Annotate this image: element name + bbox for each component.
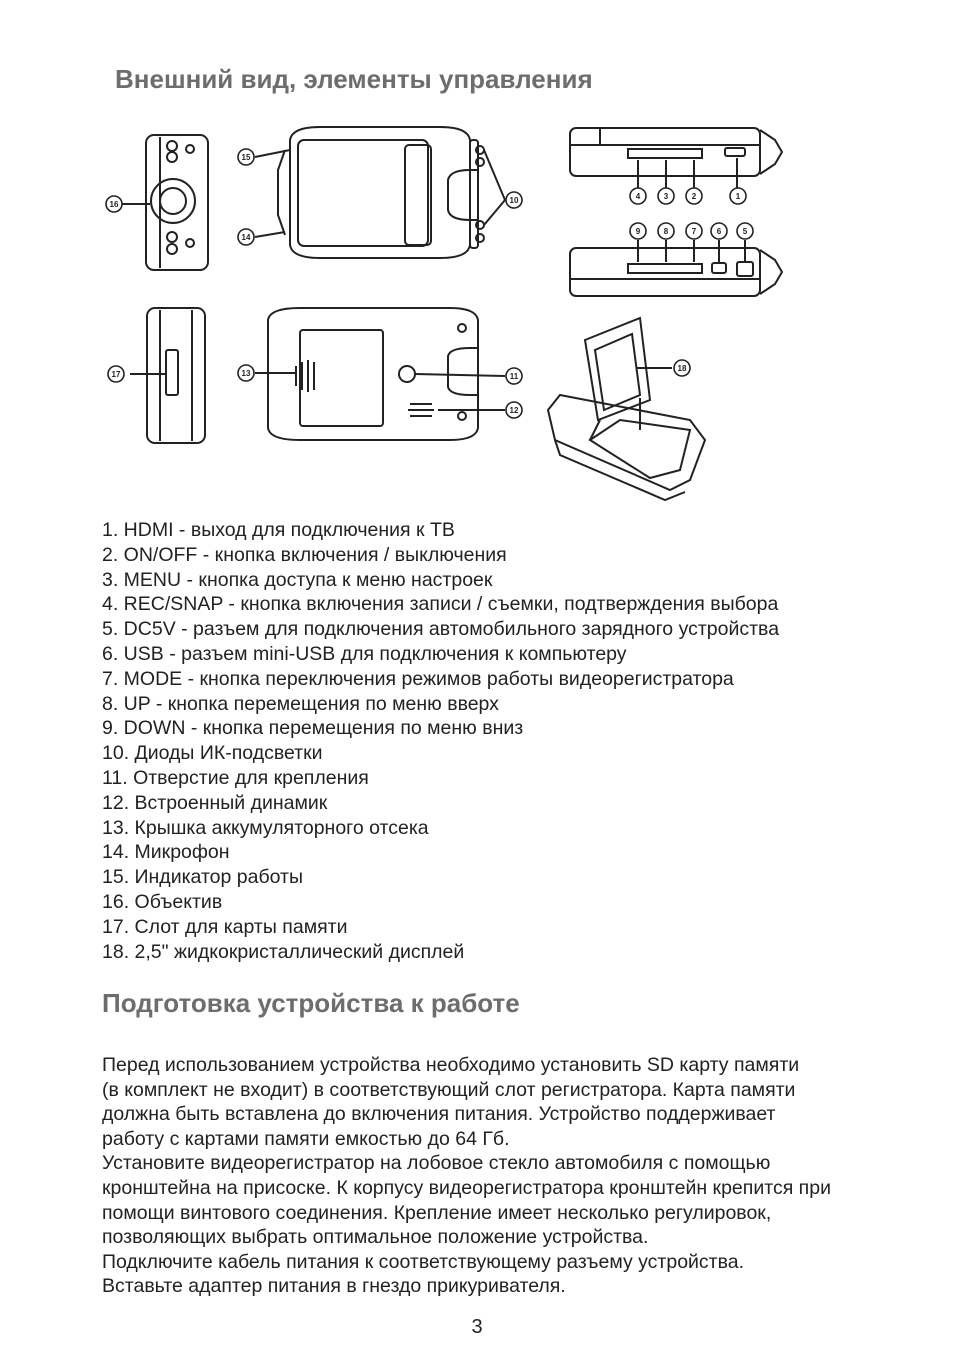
- body-line: Вставьте адаптер питания в гнездо прикуривателя.: [102, 1275, 566, 1298]
- legend-item: 5. DC5V - разъем для подключения автомобильного зарядного устройства: [102, 618, 780, 641]
- legend-item: 16. Объектив: [102, 890, 223, 913]
- lens-icon: [151, 179, 195, 223]
- legend-item: 2. ON/OFF - кнопка включения / выключения: [102, 543, 507, 566]
- callout-label: 6: [716, 227, 722, 236]
- callout-label: 4: [635, 192, 641, 201]
- callout-label: 2: [691, 192, 697, 201]
- page-title: Внешний вид, элементы управления: [115, 64, 593, 94]
- legend-list: [102, 518, 779, 964]
- legend-item: 7. MODE - кнопка переключения режимов работы видеорегистратора: [102, 667, 734, 690]
- callout-label: 15: [241, 153, 251, 162]
- callout-label: 7: [691, 227, 697, 236]
- callout-label: 11: [509, 372, 519, 381]
- body-line: должна быть вставлена до включения питания. Устройство поддерживает: [102, 1103, 776, 1126]
- callout-label: 17: [111, 370, 121, 379]
- callout-label: 16: [109, 200, 119, 209]
- legend-item: 13. Крышка аккумуляторного отсека: [102, 816, 429, 839]
- bottom-view: [255, 308, 505, 440]
- back-view: [130, 308, 205, 443]
- legend-item: 6. USB - разъем mini-USB для подключения к компьютеру: [102, 642, 627, 665]
- legend-item: 17. Слот для карты памяти: [102, 915, 348, 938]
- callout-label: 9: [635, 227, 641, 236]
- body-line: позволяющих выбрать оптимальное положение устройства.: [102, 1226, 649, 1249]
- callout-label: 14: [241, 233, 251, 242]
- legend-item: 12. Встроенный динамик: [102, 791, 328, 814]
- callout-label: 13: [241, 369, 251, 378]
- side-view-left: [570, 240, 782, 296]
- body-line: (в комплект не входит) в соответствующий слот регистратора. Карта памяти: [102, 1078, 796, 1101]
- legend-item: 11. Отверстие для крепления: [102, 766, 369, 789]
- callout-label: 12: [509, 406, 519, 415]
- legend-item: 4. REC/SNAP - кнопка включения записи / съемки, подтверждения выбора: [102, 593, 779, 616]
- body-line: помощи винтового соединения. Крепление имеет несколько регулировок,: [102, 1201, 772, 1224]
- callout-label: 18: [677, 364, 687, 373]
- legend-item: 1. HDMI - выход для подключения к ТВ: [102, 519, 455, 541]
- body-line: Перед использованием устройства необходимо установить SD карту памяти: [102, 1054, 800, 1076]
- front-view: [120, 135, 208, 270]
- callout-label: 1: [735, 192, 741, 201]
- legend-item: 10. Диоды ИК-подсветки: [102, 742, 323, 765]
- legend-item: 3. MENU - кнопка доступа к меню настроек: [102, 568, 493, 591]
- top-view: [255, 127, 505, 258]
- legend-item: 14. Микрофон: [102, 841, 230, 864]
- legend-item: 8. UP - кнопка перемещения по меню вверх: [102, 692, 499, 715]
- legend-item: 18. 2,5" жидкокристаллический дисплей: [102, 940, 465, 963]
- body-line: кронштейна на присоске. К корпусу видеорегистратора кронштейн крепится при: [102, 1176, 831, 1199]
- legend-item: 15. Индикатор работы: [102, 866, 303, 889]
- callout-label: 10: [509, 196, 519, 205]
- body-line: Установите видеорегистратор на лобовое стекло автомобиля с помощью: [102, 1152, 771, 1175]
- section-title: Подготовка устройства к работе: [102, 988, 520, 1018]
- callout-label: 8: [663, 227, 669, 236]
- legend-item: 9. DOWN - кнопка перемещения по меню вниз: [102, 717, 524, 740]
- page-number: 3: [471, 1316, 483, 1338]
- callout-label: 5: [742, 227, 748, 236]
- open-display-view: [548, 318, 705, 500]
- callout-label: 3: [663, 192, 669, 201]
- body-line: работу с картами памяти емкостью до 64 Гб.: [102, 1127, 510, 1150]
- section-body: [102, 1053, 932, 1299]
- body-line: Подключите кабель питания к соответствующему разъему устройства.: [102, 1250, 745, 1273]
- device-diagram: [0, 110, 954, 510]
- side-view-right: [570, 128, 782, 188]
